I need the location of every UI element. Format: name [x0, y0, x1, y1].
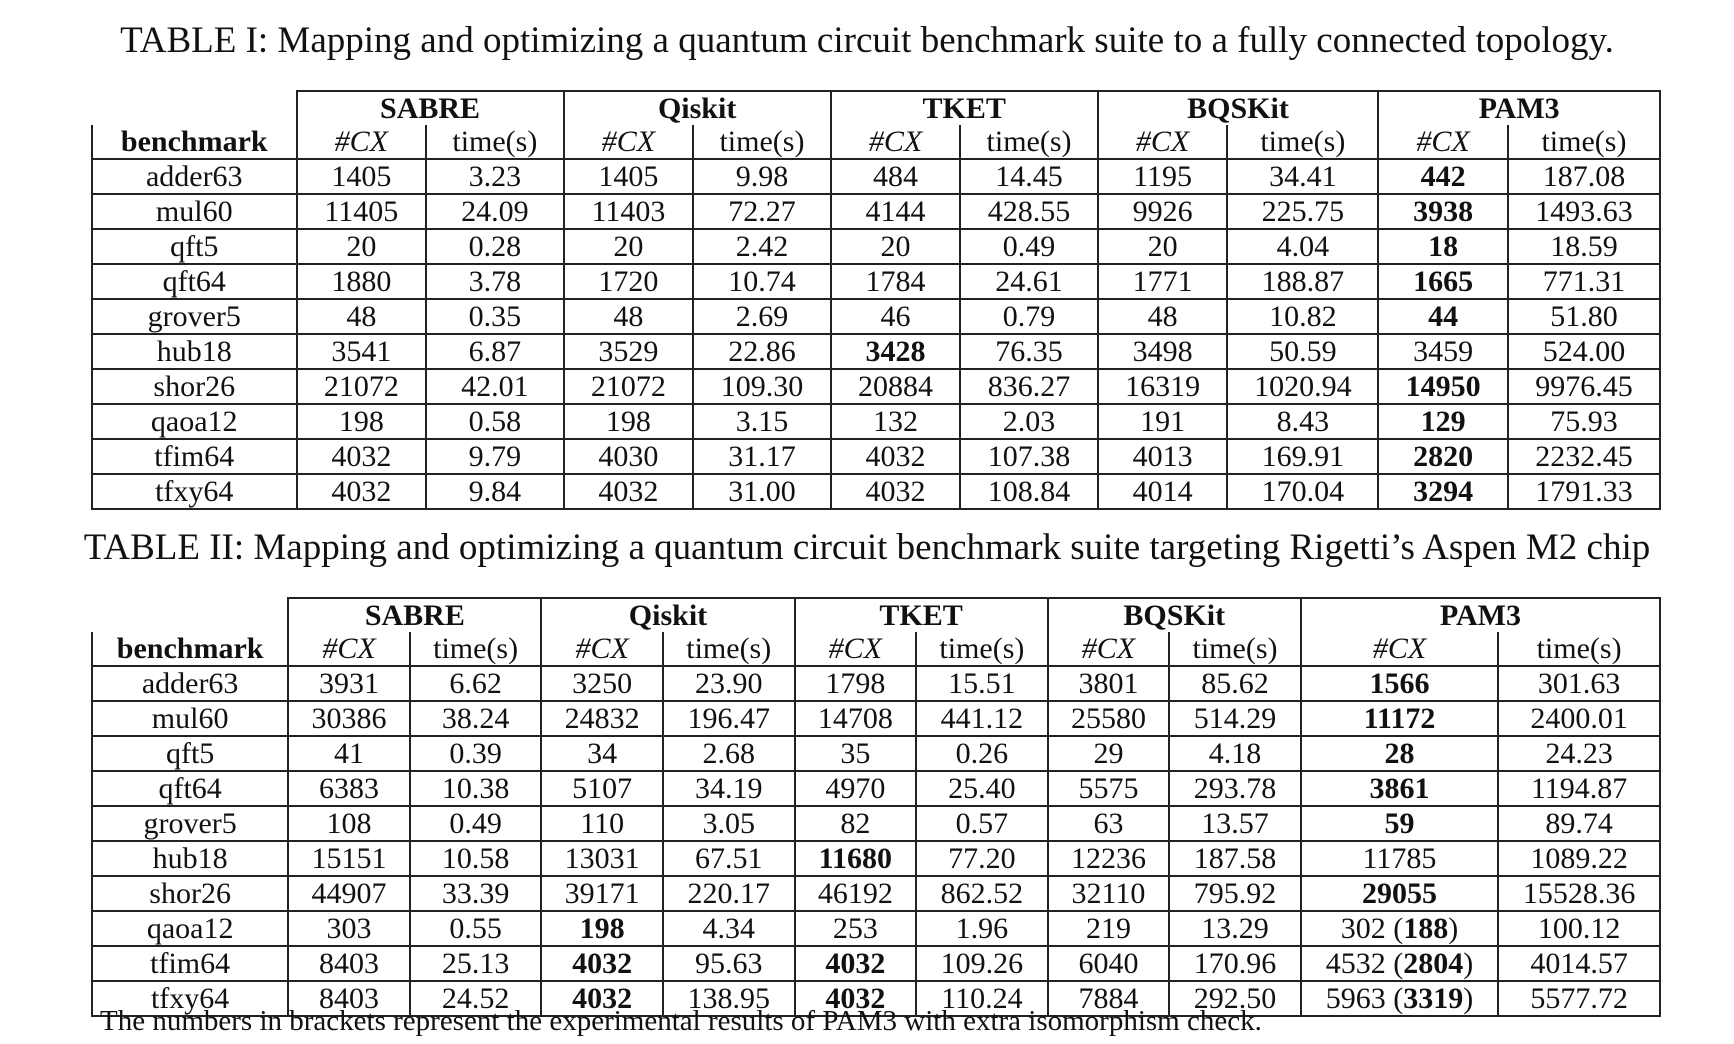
- time-cell: 220.17: [663, 876, 795, 911]
- time-cell: 1089.22: [1498, 841, 1660, 876]
- cx-cell: 129: [1378, 404, 1508, 439]
- table-row: [92, 771, 1660, 806]
- time-cell: 3.15: [693, 404, 830, 439]
- time-column-header: time(s): [1498, 632, 1660, 666]
- cx-cell: 46: [831, 299, 961, 334]
- time-cell: 0.49: [410, 806, 542, 841]
- time-cell: 24.52: [410, 981, 542, 1016]
- time-column-header: time(s): [916, 632, 1048, 666]
- cx-cell: 1405: [297, 159, 427, 194]
- cx-cell: 9926: [1098, 194, 1228, 229]
- cx-cell: 3250: [541, 666, 663, 701]
- time-cell: 10.58: [410, 841, 542, 876]
- time-cell: 0.39: [410, 736, 542, 771]
- time-cell: 31.00: [693, 474, 830, 509]
- time-cell: 0.55: [410, 911, 542, 946]
- cx-cell: 3294: [1378, 474, 1508, 509]
- cx-cell: 11172: [1301, 701, 1498, 736]
- benchmark-name: qaoa12: [92, 404, 297, 439]
- cx-cell: 18: [1378, 229, 1508, 264]
- table-row: [92, 806, 1660, 841]
- cx-cell: 1405: [564, 159, 694, 194]
- time-cell: 6.87: [426, 334, 563, 369]
- time-cell: 42.01: [426, 369, 563, 404]
- cx-cell: 11403: [564, 194, 694, 229]
- group-header: BQSKit: [1098, 91, 1379, 125]
- time-cell: 836.27: [960, 369, 1097, 404]
- cx-cell: 5575: [1048, 771, 1170, 806]
- cx-cell: 108: [288, 806, 410, 841]
- time-cell: 110.24: [916, 981, 1048, 1016]
- cx-cell: 3931: [288, 666, 410, 701]
- time-cell: 109.26: [916, 946, 1048, 981]
- time-cell: 18.59: [1508, 229, 1660, 264]
- table-row: [92, 159, 1660, 194]
- time-cell: 24.61: [960, 264, 1097, 299]
- cx-cell: 20: [564, 229, 694, 264]
- cx-cell: 1771: [1098, 264, 1228, 299]
- time-cell: 75.93: [1508, 404, 1660, 439]
- time-cell: 0.58: [426, 404, 563, 439]
- cx-cell: 4032: [831, 439, 961, 474]
- time-cell: 0.49: [960, 229, 1097, 264]
- benchmark-name: tfxy64: [92, 474, 297, 509]
- cx-cell: 3529: [564, 334, 694, 369]
- cx-cell: 1566: [1301, 666, 1498, 701]
- table-row: [92, 299, 1660, 334]
- table-row: [92, 666, 1660, 701]
- cx-cell: 30386: [288, 701, 410, 736]
- group-header: Qiskit: [564, 91, 831, 125]
- cx-cell: 3428: [831, 334, 961, 369]
- cx-cell: 198: [297, 404, 427, 439]
- cx-cell: 132: [831, 404, 961, 439]
- table-row: [92, 841, 1660, 876]
- cx-column-header: #CX: [541, 632, 663, 666]
- time-cell: 2.42: [693, 229, 830, 264]
- time-cell: 0.28: [426, 229, 563, 264]
- time-cell: 187.58: [1169, 841, 1301, 876]
- cx-cell: 4032: [541, 981, 663, 1016]
- corner-cell: [92, 91, 297, 125]
- cx-cell: 198: [564, 404, 694, 439]
- time-cell: 2.68: [663, 736, 795, 771]
- benchmark-name: tfim64: [92, 439, 297, 474]
- cx-cell: 4014: [1098, 474, 1228, 509]
- group-header: SABRE: [288, 598, 541, 632]
- cx-cell: 3459: [1378, 334, 1508, 369]
- benchmark-name: qft5: [92, 736, 288, 771]
- time-cell: 4014.57: [1498, 946, 1660, 981]
- table2: [91, 597, 1661, 1017]
- cx-cell: 11680: [795, 841, 917, 876]
- time-cell: 89.74: [1498, 806, 1660, 841]
- benchmark-name: qft5: [92, 229, 297, 264]
- isomorphism-check-value: 188: [1403, 911, 1449, 945]
- cx-cell: 13031: [541, 841, 663, 876]
- cx-cell: 4032: [297, 474, 427, 509]
- cx-cell: 14950: [1378, 369, 1508, 404]
- time-cell: 9976.45: [1508, 369, 1660, 404]
- group-header: BQSKit: [1048, 598, 1301, 632]
- cx-cell: 3801: [1048, 666, 1170, 701]
- cx-cell: 29: [1048, 736, 1170, 771]
- cx-column-header: #CX: [564, 125, 694, 159]
- time-cell: 292.50: [1169, 981, 1301, 1016]
- time-column-header: time(s): [426, 125, 563, 159]
- cx-cell: 4032: [795, 981, 917, 1016]
- cx-cell: 1195: [1098, 159, 1228, 194]
- cx-cell: 14708: [795, 701, 917, 736]
- corner-cell: [92, 598, 288, 632]
- table-row: [92, 736, 1660, 771]
- cx-column-header: #CX: [831, 125, 961, 159]
- cx-cell: 3938: [1378, 194, 1508, 229]
- time-cell: 170.04: [1227, 474, 1378, 509]
- table-row: [92, 876, 1660, 911]
- cx-cell: 34: [541, 736, 663, 771]
- sub-header-row: [92, 125, 1660, 159]
- cx-cell: 20884: [831, 369, 961, 404]
- time-cell: 6.62: [410, 666, 542, 701]
- time-cell: 50.59: [1227, 334, 1378, 369]
- cx-column-header: #CX: [297, 125, 427, 159]
- time-cell: 38.24: [410, 701, 542, 736]
- benchmark-header: benchmark: [92, 125, 297, 159]
- cx-cell: 4032: [795, 946, 917, 981]
- cx-cell: 7884: [1048, 981, 1170, 1016]
- time-cell: 4.18: [1169, 736, 1301, 771]
- isomorphism-check-value: 3319: [1403, 981, 1464, 1015]
- time-cell: 85.62: [1169, 666, 1301, 701]
- time-column-header: time(s): [1169, 632, 1301, 666]
- time-cell: 10.74: [693, 264, 830, 299]
- time-cell: 1493.63: [1508, 194, 1660, 229]
- time-cell: 441.12: [916, 701, 1048, 736]
- time-cell: 1.96: [916, 911, 1048, 946]
- cx-cell: 20: [831, 229, 961, 264]
- cx-cell: 3541: [297, 334, 427, 369]
- table2-footnote: The numbers in brackets represent the experimental results of PAM3 with extra isomorphism check.: [100, 1005, 1262, 1037]
- cx-value: 5963: [1325, 981, 1386, 1015]
- table-row: [92, 439, 1660, 474]
- cx-cell: 1880: [297, 264, 427, 299]
- time-cell: 34.41: [1227, 159, 1378, 194]
- cx-cell: 41: [288, 736, 410, 771]
- time-cell: 10.82: [1227, 299, 1378, 334]
- isomorphism-check-value: 2804: [1403, 946, 1464, 980]
- cx-cell: 4032: [297, 439, 427, 474]
- time-cell: 100.12: [1498, 911, 1660, 946]
- time-cell: 524.00: [1508, 334, 1660, 369]
- benchmark-name: tfim64: [92, 946, 288, 981]
- time-cell: 0.35: [426, 299, 563, 334]
- benchmark-name: qft64: [92, 264, 297, 299]
- benchmark-name: hub18: [92, 841, 288, 876]
- time-cell: 34.19: [663, 771, 795, 806]
- cx-cell: 198: [541, 911, 663, 946]
- table-row: [92, 701, 1660, 736]
- cx-cell: 28: [1301, 736, 1498, 771]
- time-cell: 428.55: [960, 194, 1097, 229]
- time-cell: 31.17: [693, 439, 830, 474]
- table2-caption: TABLE II: Mapping and optimizing a quantum circuit benchmark suite targeting Rigetti’s Aspen M2 chip: [83, 527, 1651, 568]
- time-column-header: time(s): [1227, 125, 1378, 159]
- cx-column-header: #CX: [795, 632, 917, 666]
- time-cell: 514.29: [1169, 701, 1301, 736]
- cx-cell: 59: [1301, 806, 1498, 841]
- time-cell: 10.38: [410, 771, 542, 806]
- cx-column-header: #CX: [1098, 125, 1228, 159]
- time-column-header: time(s): [693, 125, 830, 159]
- time-cell: 9.79: [426, 439, 563, 474]
- table-row: [92, 194, 1660, 229]
- time-cell: 1791.33: [1508, 474, 1660, 509]
- table-row: [92, 946, 1660, 981]
- cx-cell: 4032: [831, 474, 961, 509]
- table1-caption: TABLE I: Mapping and optimizing a quantum circuit benchmark suite to a fully connected topology.: [120, 20, 1614, 61]
- time-cell: 109.30: [693, 369, 830, 404]
- benchmark-name: adder63: [92, 666, 288, 701]
- cx-cell: 24832: [541, 701, 663, 736]
- cx-cell: 6040: [1048, 946, 1170, 981]
- cx-cell: 4970: [795, 771, 917, 806]
- benchmark-name: mul60: [92, 194, 297, 229]
- cx-cell: 20: [297, 229, 427, 264]
- benchmark-name: adder63: [92, 159, 297, 194]
- cx-cell: 63: [1048, 806, 1170, 841]
- cx-cell: 46192: [795, 876, 917, 911]
- time-cell: 9.84: [426, 474, 563, 509]
- time-cell: 1020.94: [1227, 369, 1378, 404]
- group-header-row: [92, 91, 1660, 125]
- cx-cell: 25580: [1048, 701, 1170, 736]
- table-row: [92, 229, 1660, 264]
- time-cell: 3.78: [426, 264, 563, 299]
- time-cell: 2232.45: [1508, 439, 1660, 474]
- cx-cell: 8403: [288, 946, 410, 981]
- time-cell: 8.43: [1227, 404, 1378, 439]
- time-cell: 169.91: [1227, 439, 1378, 474]
- time-cell: 51.80: [1508, 299, 1660, 334]
- time-cell: 225.75: [1227, 194, 1378, 229]
- time-cell: 196.47: [663, 701, 795, 736]
- time-cell: 0.26: [916, 736, 1048, 771]
- time-cell: 4.04: [1227, 229, 1378, 264]
- cx-cell: 110: [541, 806, 663, 841]
- time-cell: 3.23: [426, 159, 563, 194]
- benchmark-name: qft64: [92, 771, 288, 806]
- cx-cell: 1798: [795, 666, 917, 701]
- cx-value: 4532: [1325, 946, 1386, 980]
- group-header: PAM3: [1378, 91, 1660, 125]
- cx-column-header: #CX: [1301, 632, 1498, 666]
- cx-cell: 484: [831, 159, 961, 194]
- cx-cell: 48: [564, 299, 694, 334]
- cx-cell: 21072: [297, 369, 427, 404]
- cx-cell: 4032: [564, 474, 694, 509]
- cx-cell: 1720: [564, 264, 694, 299]
- cx-cell: 82: [795, 806, 917, 841]
- benchmark-name: grover5: [92, 299, 297, 334]
- cx-cell: 11405: [297, 194, 427, 229]
- time-cell: 2400.01: [1498, 701, 1660, 736]
- cx-cell: 3861: [1301, 771, 1498, 806]
- time-cell: 9.98: [693, 159, 830, 194]
- cx-cell: 1784: [831, 264, 961, 299]
- time-cell: 2.69: [693, 299, 830, 334]
- cx-cell: 253: [795, 911, 917, 946]
- cx-cell: 11785: [1301, 841, 1498, 876]
- time-cell: 24.09: [426, 194, 563, 229]
- time-cell: 33.39: [410, 876, 542, 911]
- time-cell: 301.63: [1498, 666, 1660, 701]
- time-cell: 771.31: [1508, 264, 1660, 299]
- time-column-header: time(s): [960, 125, 1097, 159]
- table-row: [92, 369, 1660, 404]
- time-cell: 170.96: [1169, 946, 1301, 981]
- benchmark-name: qaoa12: [92, 911, 288, 946]
- time-cell: 0.79: [960, 299, 1097, 334]
- group-header: PAM3: [1301, 598, 1660, 632]
- time-cell: 13.57: [1169, 806, 1301, 841]
- time-cell: 188.87: [1227, 264, 1378, 299]
- cx-cell: 48: [1098, 299, 1228, 334]
- cx-cell: 8403: [288, 981, 410, 1016]
- benchmark-name: shor26: [92, 369, 297, 404]
- cx-cell: 442: [1378, 159, 1508, 194]
- time-cell: 23.90: [663, 666, 795, 701]
- cx-cell: 4032: [541, 946, 663, 981]
- time-cell: 1194.87: [1498, 771, 1660, 806]
- cx-column-header: #CX: [1048, 632, 1170, 666]
- table-row: [92, 474, 1660, 509]
- group-header: Qiskit: [541, 598, 794, 632]
- benchmark-name: tfxy64: [92, 981, 288, 1016]
- time-cell: 72.27: [693, 194, 830, 229]
- time-cell: 15.51: [916, 666, 1048, 701]
- cx-cell: 2820: [1378, 439, 1508, 474]
- table-row: [92, 264, 1660, 299]
- cx-cell: 44: [1378, 299, 1508, 334]
- cx-cell: 32110: [1048, 876, 1170, 911]
- table-row: [92, 911, 1660, 946]
- cx-cell: 35: [795, 736, 917, 771]
- cx-cell: 1665: [1378, 264, 1508, 299]
- time-cell: 4.34: [663, 911, 795, 946]
- cx-cell: 5107: [541, 771, 663, 806]
- benchmark-name: shor26: [92, 876, 288, 911]
- cx-cell: 219: [1048, 911, 1170, 946]
- cx-cell: 302 (188): [1301, 911, 1498, 946]
- time-cell: 14.45: [960, 159, 1097, 194]
- time-cell: 795.92: [1169, 876, 1301, 911]
- time-cell: 107.38: [960, 439, 1097, 474]
- benchmark-header: benchmark: [92, 632, 288, 666]
- time-cell: 24.23: [1498, 736, 1660, 771]
- cx-column-header: #CX: [288, 632, 410, 666]
- group-header-row: [92, 598, 1660, 632]
- cx-cell: 4030: [564, 439, 694, 474]
- time-cell: 13.29: [1169, 911, 1301, 946]
- time-column-header: time(s): [410, 632, 542, 666]
- time-cell: 2.03: [960, 404, 1097, 439]
- cx-cell: 4144: [831, 194, 961, 229]
- cx-cell: 3498: [1098, 334, 1228, 369]
- group-header: TKET: [795, 598, 1048, 632]
- cx-cell: 12236: [1048, 841, 1170, 876]
- cx-cell: 21072: [564, 369, 694, 404]
- cx-cell: 6383: [288, 771, 410, 806]
- group-header: TKET: [831, 91, 1098, 125]
- table-row: [92, 334, 1660, 369]
- cx-cell: 5963 (3319): [1301, 981, 1498, 1016]
- time-cell: 293.78: [1169, 771, 1301, 806]
- time-cell: 67.51: [663, 841, 795, 876]
- cx-cell: 191: [1098, 404, 1228, 439]
- time-cell: 95.63: [663, 946, 795, 981]
- cx-cell: 20: [1098, 229, 1228, 264]
- time-cell: 15528.36: [1498, 876, 1660, 911]
- table-row: [92, 404, 1660, 439]
- cx-cell: 15151: [288, 841, 410, 876]
- cx-cell: 4013: [1098, 439, 1228, 474]
- time-cell: 22.86: [693, 334, 830, 369]
- benchmark-name: mul60: [92, 701, 288, 736]
- cx-cell: 303: [288, 911, 410, 946]
- time-cell: 77.20: [916, 841, 1048, 876]
- time-cell: 25.40: [916, 771, 1048, 806]
- time-cell: 187.08: [1508, 159, 1660, 194]
- cx-cell: 44907: [288, 876, 410, 911]
- time-cell: 138.95: [663, 981, 795, 1016]
- benchmark-name: grover5: [92, 806, 288, 841]
- time-cell: 25.13: [410, 946, 542, 981]
- cx-cell: 16319: [1098, 369, 1228, 404]
- cx-cell: 4532 (2804): [1301, 946, 1498, 981]
- time-column-header: time(s): [663, 632, 795, 666]
- cx-value: 302: [1340, 911, 1386, 945]
- time-cell: 0.57: [916, 806, 1048, 841]
- time-cell: 76.35: [960, 334, 1097, 369]
- group-header: SABRE: [297, 91, 564, 125]
- time-column-header: time(s): [1508, 125, 1660, 159]
- time-cell: 3.05: [663, 806, 795, 841]
- time-cell: 5577.72: [1498, 981, 1660, 1016]
- benchmark-name: hub18: [92, 334, 297, 369]
- time-cell: 862.52: [916, 876, 1048, 911]
- cx-cell: 39171: [541, 876, 663, 911]
- sub-header-row: [92, 632, 1660, 666]
- table1: [91, 90, 1661, 510]
- time-cell: 108.84: [960, 474, 1097, 509]
- cx-cell: 48: [297, 299, 427, 334]
- cx-column-header: #CX: [1378, 125, 1508, 159]
- cx-cell: 29055: [1301, 876, 1498, 911]
